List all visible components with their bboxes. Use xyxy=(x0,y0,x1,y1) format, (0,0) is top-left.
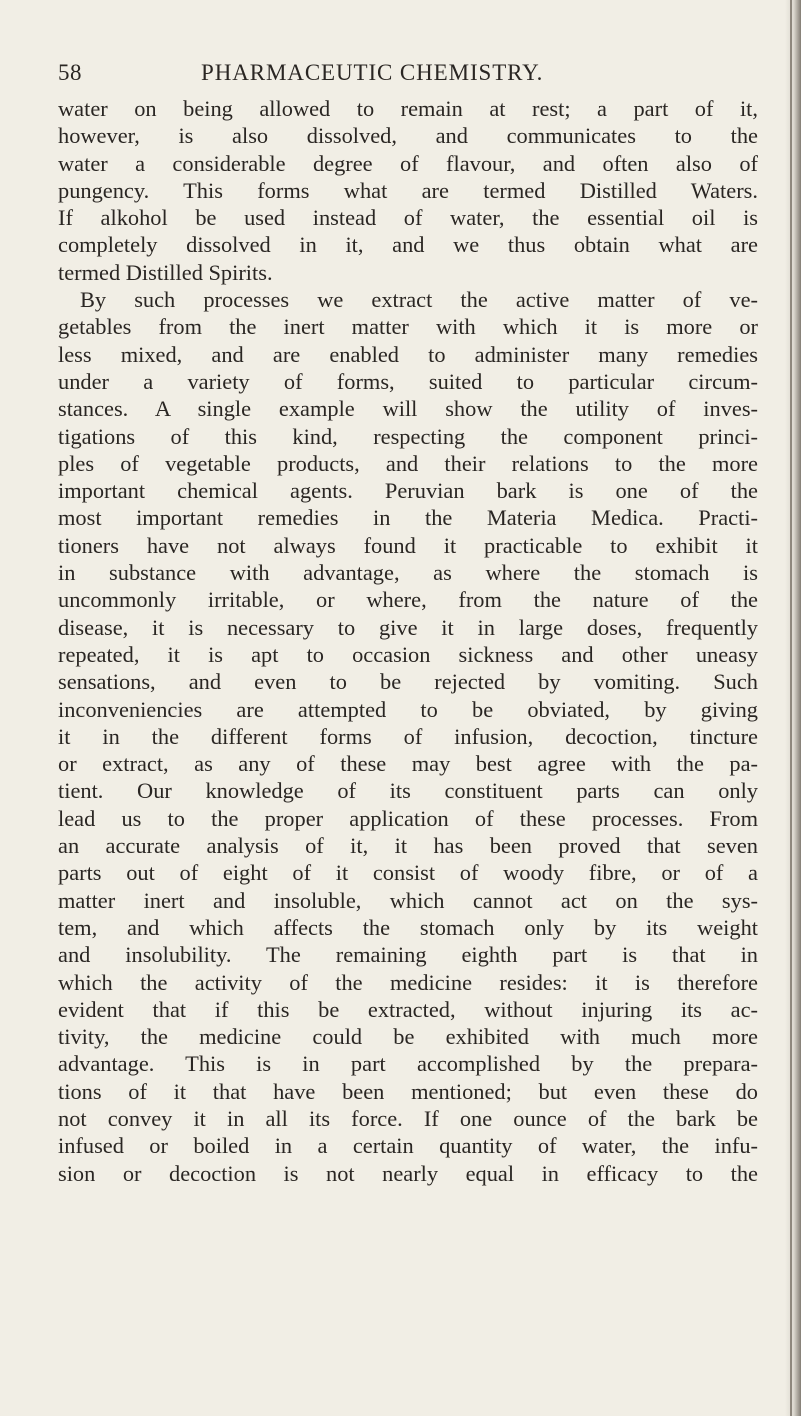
text-line: evident that if this be extracted, without injuring its ac- xyxy=(58,996,758,1022)
text-line: inconveniencies are attempted to be obviated, by giving xyxy=(58,696,758,722)
page-edge-line xyxy=(790,0,792,1416)
text-line: matter inert and insoluble, which cannot act on the sys- xyxy=(58,887,758,913)
text-line: under a variety of forms, suited to particular circum- xyxy=(58,368,758,394)
text-line: tient. Our knowledge of its constituent parts can only xyxy=(58,778,758,804)
page-edge-shadow xyxy=(785,0,801,1416)
text-line: repeated, it is apt to occasion sickness and other uneasy xyxy=(58,641,758,667)
text-line: ples of vegetable products, and their relations to the more xyxy=(58,450,758,476)
text-line: in substance with advantage, as where the stomach is xyxy=(58,560,758,586)
running-title: PHARMACEUTIC CHEMISTRY. xyxy=(201,60,544,85)
text-line: tioners have not always found it practicable to exhibit it xyxy=(58,532,758,558)
text-line: water on being allowed to remain at rest; a part of it, xyxy=(58,96,758,121)
text-line: less mixed, and are enabled to administer many remedies xyxy=(58,341,758,367)
text-line: parts out of eight of it consist of woody fibre, or of a xyxy=(58,860,758,886)
text-line: infused or boiled in a certain quantity of water, the infu- xyxy=(58,1133,758,1159)
page-number: 58 xyxy=(58,60,82,85)
text-line: advantage. This is in part accomplished by the prepara- xyxy=(58,1051,758,1077)
body-text xyxy=(58,95,758,1187)
text-line: sensations, and even to be rejected by vomiting. Such xyxy=(58,669,758,695)
text-line: it in the different forms of infusion, decoction, tincture xyxy=(58,723,758,749)
text-line: pungency. This forms what are termed Distilled Waters. xyxy=(58,177,758,203)
text-line: If alkohol be used instead of water, the essential oil is xyxy=(58,205,758,231)
running-head xyxy=(58,60,758,94)
text-line: termed Distilled Spirits. xyxy=(58,259,273,285)
text-line: not convey it in all its force. If one ounce of the bark be xyxy=(58,1105,758,1131)
text-line: or extract, as any of these may best agree with the pa- xyxy=(58,751,758,777)
text-line: tivity, the medicine could be exhibited with much more xyxy=(58,1024,758,1050)
text-line: getables from the inert matter with which it is more or xyxy=(58,314,758,340)
text-line: sion or decoction is not nearly equal in efficacy to the xyxy=(58,1160,758,1186)
text-line: lead us to the proper application of these processes. From xyxy=(58,805,758,831)
text-line: tions of it that have been mentioned; but even these do xyxy=(58,1078,758,1104)
text-line: and insolubility. The remaining eighth part is that in xyxy=(58,942,758,968)
text-line: important chemical agents. Peruvian bark is one of the xyxy=(58,478,758,504)
text-line: tigations of this kind, respecting the component princi- xyxy=(58,423,758,449)
text-line: stances. A single example will show the utility of inves- xyxy=(58,396,758,422)
text-line: which the activity of the medicine resides: it is therefore xyxy=(58,969,758,995)
text-line: tem, and which affects the stomach only by its weight xyxy=(58,914,758,940)
text-line: By such processes we extract the active matter of ve- xyxy=(80,287,758,313)
text-line: however, is also dissolved, and communicates to the xyxy=(58,123,758,149)
text-line: an accurate analysis of it, it has been proved that seven xyxy=(58,833,758,859)
text-line: water a considerable degree of flavour, and often also of xyxy=(58,150,758,176)
text-line: uncommonly irritable, or where, from the nature of the xyxy=(58,587,758,613)
text-line: most important remedies in the Materia Medica. Practi- xyxy=(58,505,758,531)
text-line: disease, it is necessary to give it in large doses, frequently xyxy=(58,614,758,640)
text-line: completely dissolved in it, and we thus obtain what are xyxy=(58,232,758,258)
